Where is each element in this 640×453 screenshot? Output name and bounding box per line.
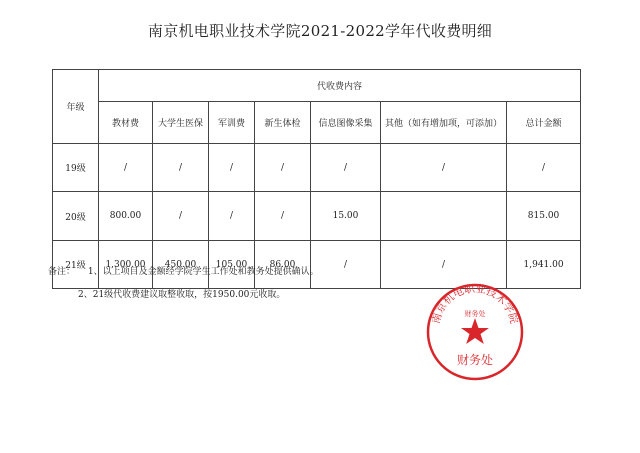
table-row — [53, 192, 581, 241]
official-seal — [425, 282, 525, 382]
seal-inner-text: 财务处 — [464, 310, 486, 318]
table-cell: 86.00 — [255, 241, 311, 289]
table-cell: 450.00 — [153, 241, 209, 289]
table-cell: / — [99, 144, 153, 192]
column-header: 总计金额 — [507, 102, 581, 144]
column-header: 大学生医保 — [153, 102, 209, 144]
notes-line — [78, 287, 285, 300]
seal-star-icon — [461, 318, 489, 344]
year-header: 年级 — [53, 70, 99, 144]
row-label: 20级 — [53, 192, 99, 241]
seal-arc-textpath: 南京机电职业技术学院 — [430, 282, 520, 325]
table-cell: / — [153, 144, 209, 192]
table-cell: / — [311, 144, 381, 192]
table-cell: / — [507, 144, 581, 192]
table-row — [53, 144, 581, 192]
page-title: 南京机电职业技术学院2021-2022学年代收费明细 — [147, 22, 493, 40]
notes-label: 备注： — [48, 267, 76, 277]
table-cell: / — [381, 241, 507, 289]
column-header: 信息图像采集 — [311, 102, 381, 144]
table-cell: 1,300.00 — [99, 241, 153, 289]
column-header: 其他（如有增加项，可添加） — [381, 102, 507, 144]
table-cell: / — [255, 144, 311, 192]
notes-line — [48, 264, 319, 277]
column-header: 教材费 — [99, 102, 153, 144]
table-cell: 800.00 — [99, 192, 153, 241]
group-header: 代收费内容 — [99, 70, 581, 102]
table-cell: / — [153, 192, 209, 241]
table-cell: 1,941.00 — [507, 241, 581, 289]
row-label: 19级 — [53, 144, 99, 192]
fee-table — [52, 69, 581, 289]
table-cell: 105.00 — [209, 241, 255, 289]
row-label: 21级 — [53, 241, 99, 289]
table-cell: / — [381, 144, 507, 192]
table-cell: 815.00 — [507, 192, 581, 241]
table-cell: / — [311, 241, 381, 289]
seal-bottom-text: 财务处 — [456, 353, 494, 367]
table-cell — [381, 192, 507, 241]
table-cell: / — [209, 144, 255, 192]
column-header: 新生体检 — [255, 102, 311, 144]
column-header: 军训费 — [209, 102, 255, 144]
note-item: 2、21级代收费建议取整收取，按1950.00元收取。 — [78, 290, 286, 300]
table-cell: / — [209, 192, 255, 241]
note-item: 1、以上项目及金额经学院学生工作处和教务处提供确认。 — [87, 267, 319, 277]
table-cell: / — [255, 192, 311, 241]
table-cell: 15.00 — [311, 192, 381, 241]
